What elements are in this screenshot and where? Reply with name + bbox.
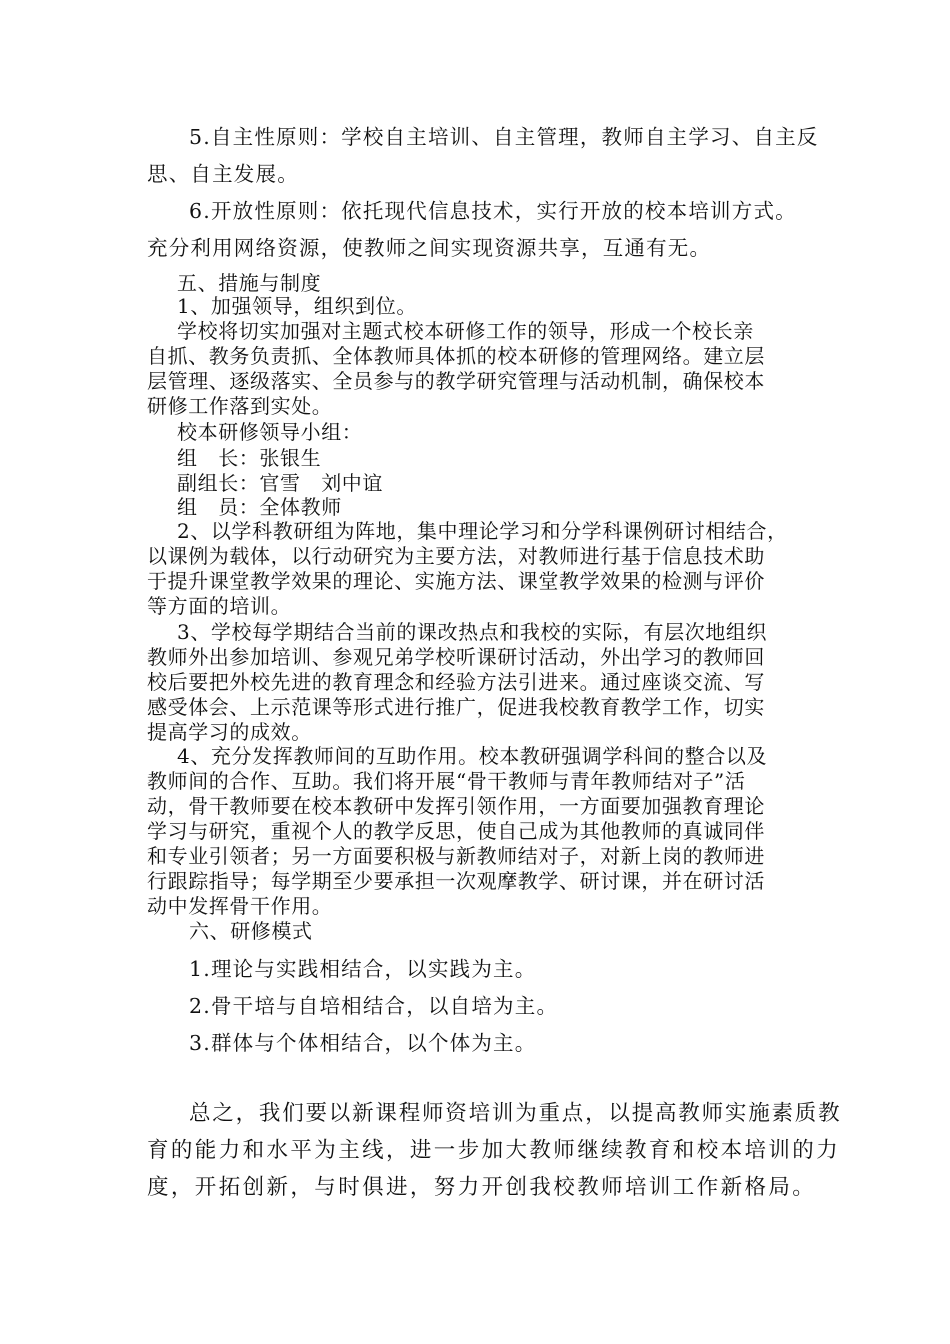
section-5-item-2-line: 等方面的培训。 bbox=[147, 594, 292, 618]
section-5-item-3-line: 教师外出参加培训、参观兄弟学校听课研讨活动，外出学习的教师回 bbox=[147, 645, 765, 669]
section-5-item-3-line: 感受体会、上示范课等形式进行推广，促进我校教育教学工作，切实 bbox=[147, 695, 765, 719]
section-5-item-1-line: 自抓、教务负责抓、全体教师具体抓的校本研修的管理网络。建立层 bbox=[147, 344, 765, 368]
section-5-item-4-line: 4、充分发挥教师间的互助作用。校本教研强调学科间的整合以及 bbox=[177, 744, 768, 768]
section-5-item-1-line: 层管理、逐级落实、全员参与的教学研究管理与活动机制，确保校本 bbox=[147, 369, 765, 393]
leadership-group-title: 校本研修领导小组： bbox=[177, 420, 363, 444]
conclusion-line: 度，开拓创新，与时俱进，努力开创我校教师培训工作新格局。 bbox=[147, 1175, 817, 1200]
section-5-heading: 五、措施与制度 bbox=[177, 271, 322, 295]
section-6-heading: 六、研修模式 bbox=[189, 919, 313, 943]
section-5-item-1-line: 学校将切实加强对主题式校本研修工作的领导，形成一个校长亲 bbox=[177, 319, 754, 343]
section-5-item-3-line: 3、学校每学期结合当前的课改热点和我校的实际，有层次地组织 bbox=[177, 620, 768, 644]
conclusion-line: 总之，我们要以新课程师资培训为重点，以提高教师实施素质教 bbox=[189, 1101, 842, 1126]
section-5-item-3-line: 提高学习的成效。 bbox=[147, 720, 312, 744]
section-5-item-4-line: 行跟踪指导；每学期至少要承担一次观摩教学、研讨课，并在研讨活 bbox=[147, 869, 765, 893]
group-deputy: 副组长：官雪 刘中谊 bbox=[177, 471, 383, 495]
principle-6-line-2: 充分利用网络资源，使教师之间实现资源共享，互通有无。 bbox=[147, 236, 712, 260]
section-5-item-1-title: 1、加强领导，组织到位。 bbox=[177, 294, 417, 318]
section-5-item-2-line: 于提升课堂教学效果的理论、实施方法、课堂教学效果的检测与评价 bbox=[147, 569, 765, 593]
group-leader: 组 长：张银生 bbox=[177, 446, 322, 470]
section-5-item-4-line: 和专业引领者；另一方面要积极与新教师结对子，对新上岗的教师进 bbox=[147, 844, 765, 868]
section-5-item-1-line: 研修工作落到实处。 bbox=[147, 394, 333, 418]
section-5-item-2-line: 以课例为载体，以行动研究为主要方法，对教师进行基于信息技术助 bbox=[147, 544, 765, 568]
group-members: 组 员：全体教师 bbox=[177, 495, 342, 519]
principle-5-line-1: 5.自主性原则：学校自主培训、自主管理，教师自主学习、自主反 bbox=[189, 125, 819, 149]
section-5-item-4-line: 动，骨干教师要在校本教研中发挥引领作用，一方面要加强教育理论 bbox=[147, 794, 765, 818]
mode-item: 2.骨干培与自培相结合，以自培为主。 bbox=[189, 994, 559, 1018]
section-5-item-2-line: 2、以学科教研组为阵地，集中理论学习和分学科课例研讨相结合， bbox=[177, 519, 788, 543]
section-5-item-4-line: 学习与研究，重视个人的教学反思，使自己成为其他教师的真诚同伴 bbox=[147, 819, 765, 843]
principle-5-line-2: 思、自主发展。 bbox=[147, 162, 299, 186]
section-5-item-4-line: 教师间的合作、互助。我们将开展“骨干教师与青年教师结对子”活 bbox=[147, 769, 746, 793]
principle-6-line-1: 6.开放性原则：依托现代信息技术，实行开放的校本培训方式。 bbox=[189, 199, 797, 223]
mode-item: 1.理论与实践相结合，以实践为主。 bbox=[189, 957, 537, 981]
section-5-item-4-line: 动中发挥骨干作用。 bbox=[147, 894, 333, 918]
section-5-item-3-line: 校后要把外校先进的教育理念和经验方法引进来。通过座谈交流、写 bbox=[147, 670, 765, 694]
conclusion-line: 育的能力和水平为主线，进一步加大教师继续教育和校本培训的力 bbox=[147, 1138, 841, 1163]
mode-item: 3.群体与个体相结合，以个体为主。 bbox=[189, 1031, 537, 1055]
